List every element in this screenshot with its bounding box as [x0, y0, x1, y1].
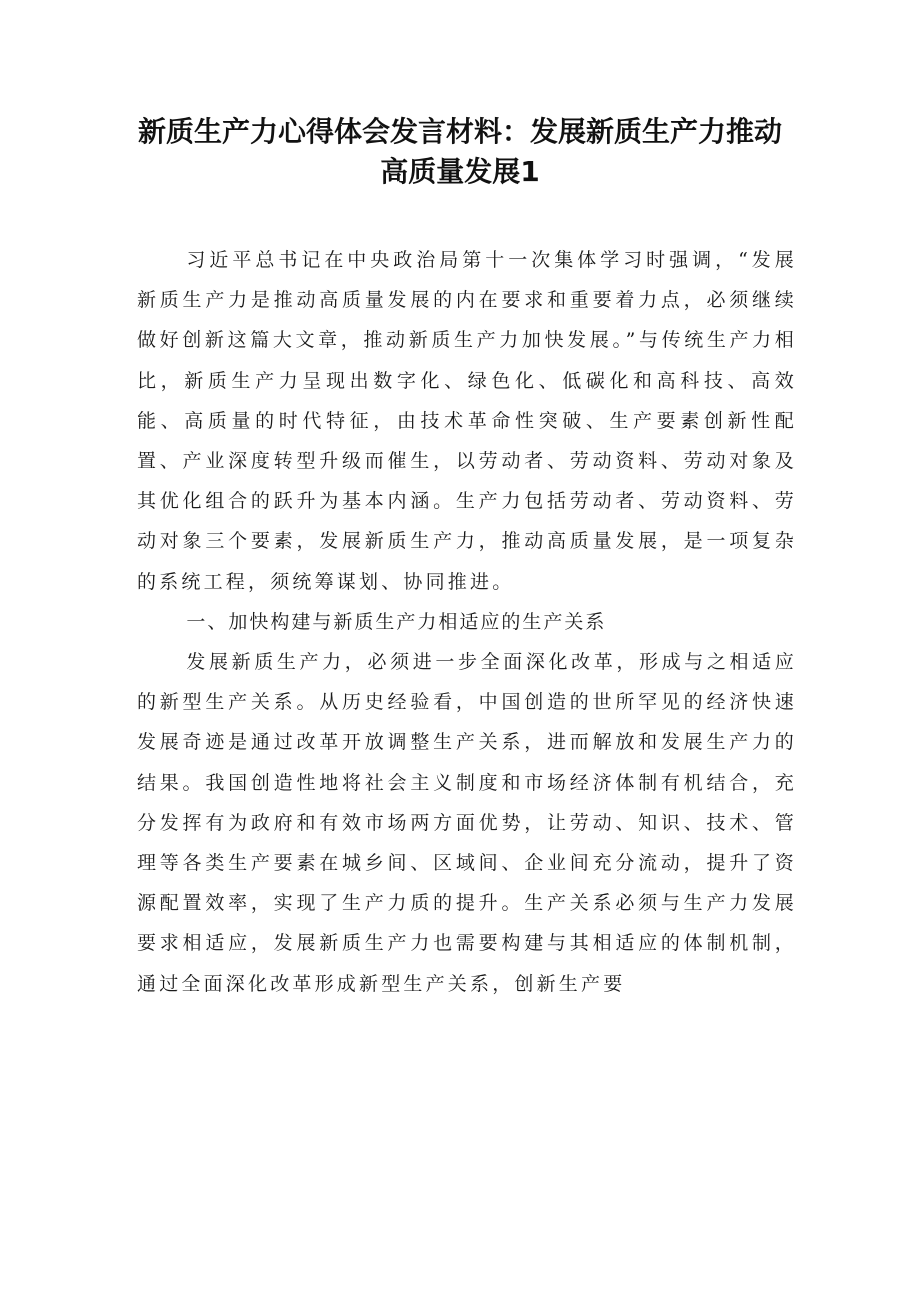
document-title-line-1: 新质生产力心得体会发言材料：发展新质生产力推动: [137, 115, 782, 148]
document-title-line-2: 高质量发展1: [380, 155, 540, 188]
paragraph-section-1: 发展新质生产力，必须进一步全面深化改革，形成与之相适应的新型生产关系。从历史经验看，中国创造的世所罕见的经济快速发展奇迹是通过改革开放调整生产关系，进而解放和发展生产力的结果。我国创造性地将社会主义制度和市场经济体制有机结合，充分发挥有为政府和有效市场两方面优势，让劳动、知识、技术、管理等各类生产要素在城乡间、区域间、企业间充分流动，提升了资源配置效率，实现了生产力质的提升。生产关系必须与生产力发展要求相适应，发展新质生产力也需要构建与其相适应的体制机制，通过全面深化改革形成新型生产关系，创新生产要: [137, 651, 797, 995]
document-body: [137, 240, 797, 1004]
paragraph-intro: 习近平总书记在中央政治局第十一次集体学习时强调，“发展新质生产力是推动高质量发展的内在要求和重要着力点，必须继续做好创新这篇大文章，推动新质生产力加快发展。”与传统生产力相比，新质生产力呈现出数字化、绿色化、低碳化和高科技、高效能、高质量的时代特征，由技术革命性突破、生产要素创新性配置、产业深度转型升级而催生，以劳动者、劳动资料、劳动对象及其优化组合的跃升为基本内涵。生产力包括劳动者、劳动资料、劳动对象三个要素，发展新质生产力，推动高质量发展，是一项复杂的系统工程，须统筹谋划、协同推进。: [137, 249, 797, 593]
section-heading-1: 一、加快构建与新质生产力相适应的生产关系: [186, 610, 607, 633]
